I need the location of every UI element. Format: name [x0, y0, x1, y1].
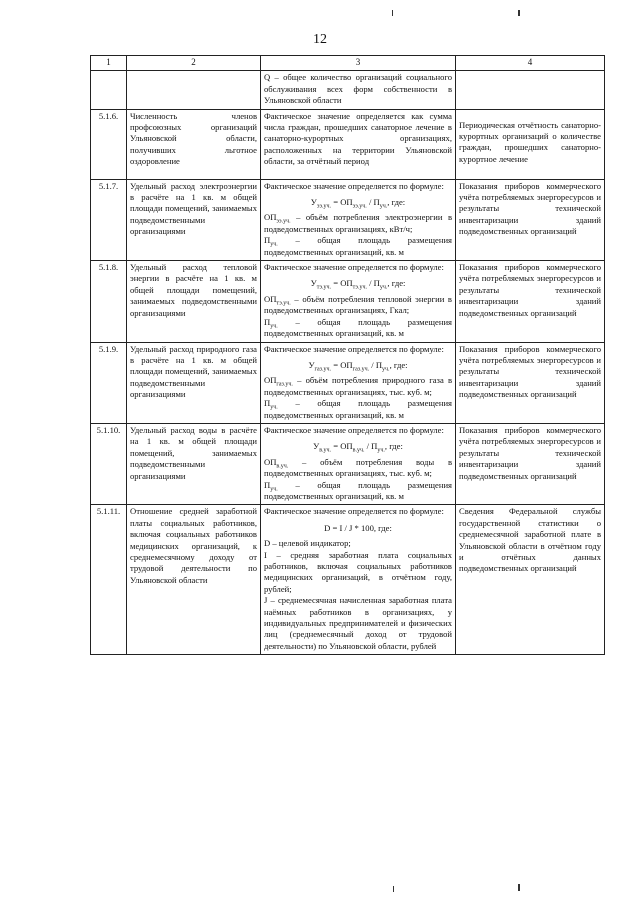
formula-definition: $ОП_{газ.уч.}$ – объём потребления природного газа в подведомственных организациях, тыс. куб. м; — [264, 375, 452, 397]
table-row — [91, 179, 605, 260]
indicator-table — [90, 55, 605, 655]
column-number: 4 — [456, 56, 605, 71]
scan-mark — [518, 884, 520, 891]
formula-definition: $ОП_{тэ.уч.}$ – объём потребления тепловой энергии в подведомственных организациях, Гкал; — [264, 293, 452, 316]
formula-definition: D – целевой индикатор; — [264, 538, 351, 549]
formula-intro: Фактическое значение определяется по формуле: — [264, 180, 444, 191]
row-number: 5.1.6. — [91, 109, 127, 179]
indicator-name: Численность членов профсоюзных организаций Ульяновской области, получивших льготное оздоровление — [127, 109, 261, 179]
formula-definition: I – средняя заработная плата социальных работников, включая социальных работников медицинских организаций, в отчётном году, рублей; — [264, 549, 452, 594]
scan-mark — [393, 886, 394, 892]
table-row — [91, 261, 605, 342]
column-number-row — [91, 56, 605, 71]
formula: D = I / J * 100, где: — [324, 522, 392, 533]
indicator-name: Удельный расход тепловой энергии в расчёте на 1 кв. м общей площади помещений, занимаемых подведомственными организациями — [127, 261, 261, 342]
column-number: 2 — [127, 56, 261, 71]
calculation-method — [261, 505, 456, 655]
row-number: 5.1.11. — [91, 505, 127, 655]
calculation-method: Фактическое значение определяется как сумма числа граждан, прошедших санаторное лечение в санаторно-курортных организациях, расположенных на территории Ульяновской области, за отчётный период — [261, 109, 456, 179]
cell-empty — [456, 71, 605, 109]
indicator-name: Отношение средней заработной платы социальных работников, включая социальных работников медицинских организаций, к среднемесячному доходу от трудовой деятельности по Ульяновской области — [127, 505, 261, 655]
data-source: Показания приборов коммерческого учёта потребляемых энергоресурсов и результаты технической инвентаризации зданий подведомственных организаций — [456, 342, 605, 423]
data-source: Сведения Федеральной службы государственной статистики о среднемесячной заработной плате в Ульяновской области в отчётном году и отчётных данных подведомственных организаций — [456, 505, 605, 655]
formula: $У_{тэ.уч.} = ОП_{тэ.уч.} / П_{уч.}$, где: — [310, 278, 406, 292]
calculation-method — [261, 342, 456, 423]
formula-definition: $П_{уч.}$ – общая площадь размещения подведомственных организаций, кв. м — [264, 398, 452, 420]
formula-definition: $П_{уч.}$ – общая площадь размещения подведомственных организаций, кв. м — [264, 479, 452, 501]
formula: $У_{в.уч.} = ОП_{в.уч.} / П_{уч.}$, где: — [313, 441, 403, 455]
formula: $У_{ээ.уч.} = ОП_{ээ.уч.} / П_{уч.}$, где: — [310, 197, 406, 210]
table-row — [91, 342, 605, 423]
page-number: 12 — [313, 32, 327, 47]
continuation-text: Q – общее количество организаций социального обслуживания всех форм собственности в Ульяновской области — [261, 71, 456, 109]
formula-definition: $ОП_{ээ.уч.}$ – объём потребления электроэнергии в подведомственных организациях, кВт/ч; — [264, 212, 452, 234]
formula-intro: Фактическое значение определяется по формуле: — [264, 343, 444, 354]
continuation-row — [91, 71, 605, 109]
row-number: 5.1.8. — [91, 261, 127, 342]
calculation-method — [261, 423, 456, 504]
column-number: 1 — [91, 56, 127, 71]
data-source: Показания приборов коммерческого учёта потребляемых энергоресурсов и результаты технической инвентаризации зданий подведомственных организаций — [456, 423, 605, 504]
column-number: 3 — [261, 56, 456, 71]
scan-mark — [518, 10, 520, 16]
scan-mark — [392, 10, 393, 16]
formula-intro: Фактическое значение определяется по формуле: — [264, 262, 444, 273]
row-number: 5.1.7. — [91, 179, 127, 260]
cell-empty — [127, 71, 261, 109]
table-row — [91, 109, 605, 179]
data-source: Показания приборов коммерческого учёта потребляемых энергоресурсов и результаты технической инвентаризации зданий подведомственных организаций — [456, 261, 605, 342]
indicator-name: Удельный расход воды в расчёте на 1 кв. м общей площади помещений, занимаемых подведомственными организациями — [127, 423, 261, 504]
data-source: Показания приборов коммерческого учёта потребляемых энергоресурсов и результаты технической инвентаризации зданий подведомственных организаций — [456, 179, 605, 260]
indicator-name: Удельный расход электроэнергии в расчёте на 1 кв. м общей площади помещений, занимаемых подведомственными организациями — [127, 179, 261, 260]
cell-empty — [91, 71, 127, 109]
formula-intro: Фактическое значение определяется по формуле: — [264, 506, 444, 517]
table-row — [91, 505, 605, 655]
row-number: 5.1.10. — [91, 423, 127, 504]
table-row — [91, 423, 605, 504]
formula: $У_{газ.уч.} = ОП_{газ.уч.} / П_{уч.}$, где: — [308, 359, 408, 373]
data-source: Периодическая отчётность санаторно-курортных организаций о количестве граждан, прошедших санаторно-курортное лечение — [456, 109, 605, 179]
formula-intro: Фактическое значение определяется по формуле: — [264, 424, 444, 435]
calculation-method — [261, 261, 456, 342]
formula-definition: $ОП_{в.уч.}$ – объём потребления воды в подведомственных организациях, тыс. куб. м; — [264, 456, 452, 479]
indicator-name: Удельный расход природного газа в расчёте на 1 кв. м общей площади помещений, занимаемых подведомственными организациями — [127, 342, 261, 423]
formula-definition: $П_{уч.}$ – общая площадь размещения подведомственных организаций, кв. м — [264, 235, 452, 257]
formula-definition: J – среднемесячная начисленная заработная плата наёмных работников в организациях, у индивидуальных предпринимателей и физических лиц (среднемесячный доход от трудовой деятельности) по Ульяновской области, рублей — [264, 595, 452, 651]
formula-definition: $П_{уч.}$ – общая площадь размещения подведомственных организаций, кв. м — [264, 316, 452, 339]
calculation-method — [261, 179, 456, 260]
row-number: 5.1.9. — [91, 342, 127, 423]
